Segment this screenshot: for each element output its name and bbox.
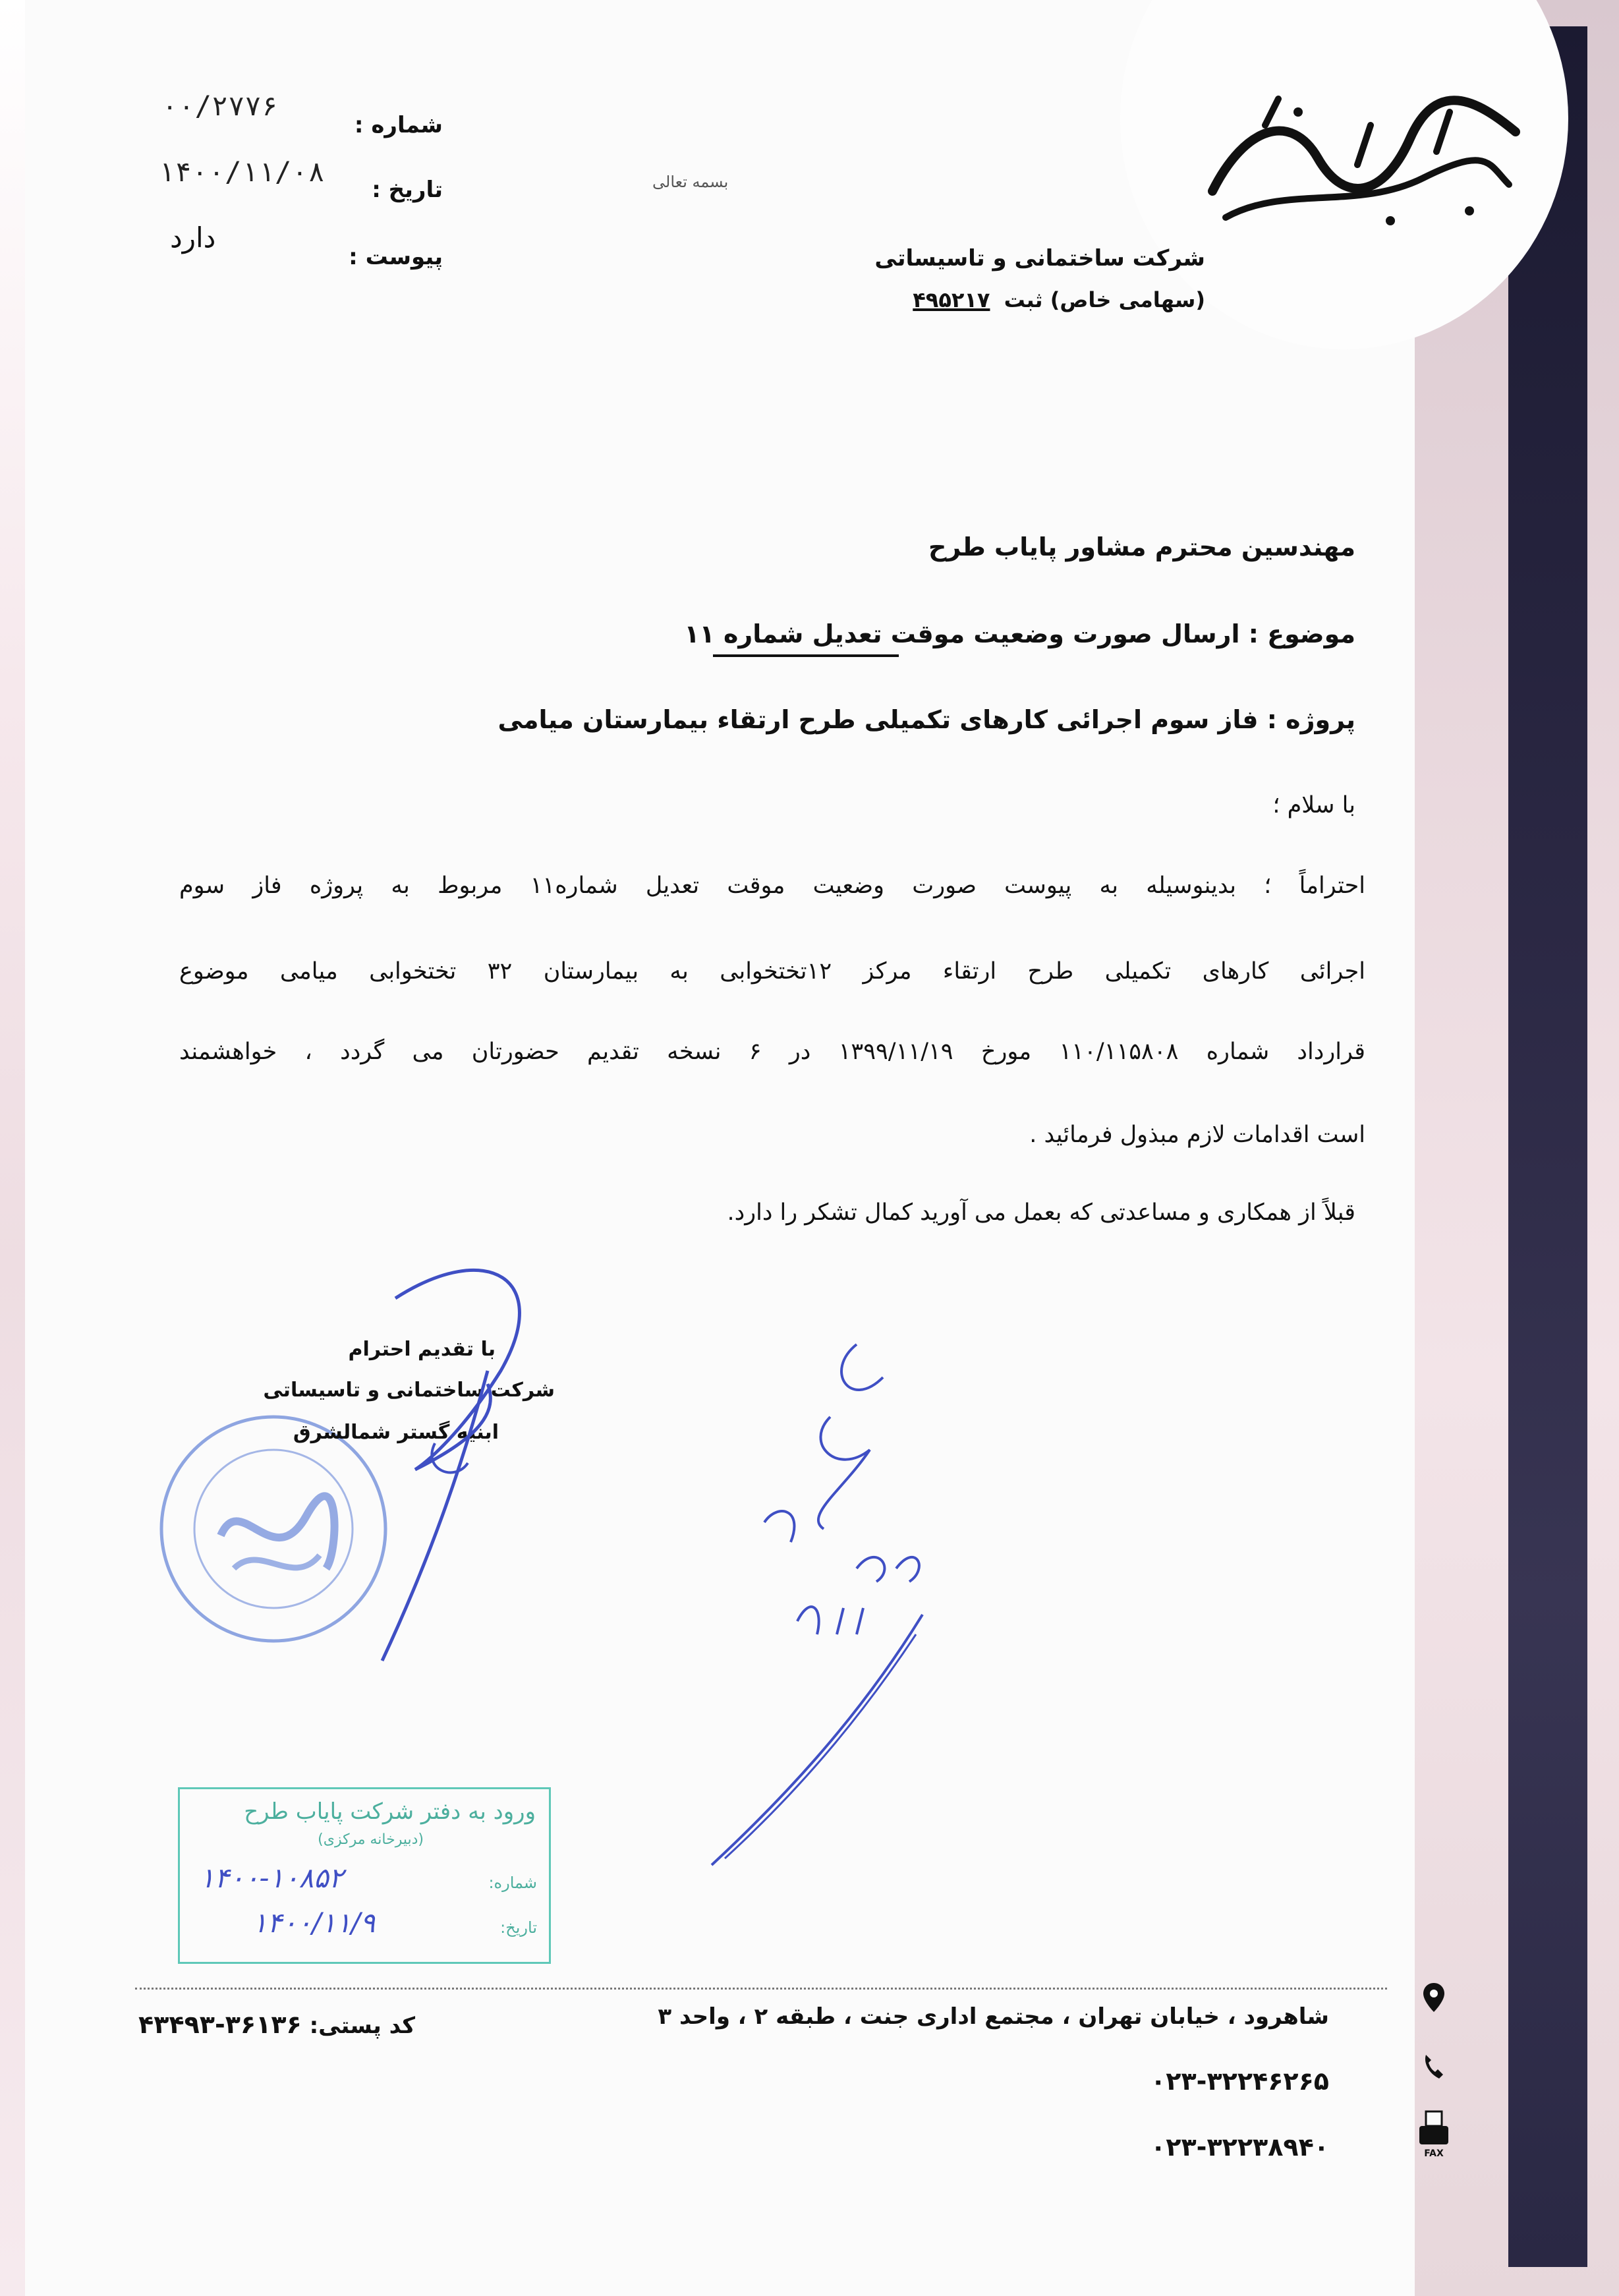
location-pin-icon [1417,1980,1451,2015]
registration-number: ۴۹۵۲۱۷ [913,287,990,312]
fax-icon [1417,2109,1451,2162]
signature-line-2: شرکت ساختمانی و تاسیساتی [263,1379,555,1402]
phone-icon [1417,2050,1451,2084]
attachment-value: دارد [170,221,216,254]
signature-line-1: با تقدیم احترام [348,1338,496,1361]
postal-code: ۳۶۱۳۶-۴۳۴۹۳ [138,2010,302,2039]
date-label: تاریخ : [372,177,443,203]
closing-thanks: قبلاً از همکاری و مساعدتی که بعمل می آورید کمال تشکر را دارد. [727,1199,1355,1226]
left-decorative-band [0,0,25,2296]
recipient: مهندسین محترم مشاور پایاب طرح [928,532,1355,561]
signature-line-3: ابنیه گستر شمالشرق [293,1421,499,1444]
stamp-date-label: تاریخ: [500,1918,537,1937]
postal-block [138,2010,415,2039]
stamp-number-value: ۱۴۰۰-۱۰۸۵۲ [200,1862,344,1894]
phone-number: ۰۲۳-۳۲۲۴۶۲۶۵ [1150,2067,1329,2096]
stamp-title: ورود به دفتر شرکت پایاب طرح [244,1798,536,1825]
handwritten-signature [356,1252,567,1674]
bismillah: بسمه تعالی [652,173,729,191]
date-value: ۱۴۰۰/۱۱/۰۸ [158,156,325,188]
fax-icon-label: FAX [1424,2148,1444,2159]
body-line-1: احتراماً ؛ بدینوسیله به پیوست صورت وضعیت موقت تعدیل شماره۱۱ مربوط به پروژه فاز سوم [179,873,1366,899]
registration-prefix: (سهامی خاص) ثبت [1004,287,1205,312]
handwritten-note [725,1331,949,1648]
stamp-number-label: شماره: [488,1874,537,1892]
body-line-4: است اقدامات لازم مبذول فرمائید . [1029,1122,1365,1148]
body-line-2: اجرائی کارهای تکمیلی طرح ارتقاء مرکز ۱۲تختخوابی به بیمارستان ۳۲ تختخوابی میامی موضوع [179,958,1365,985]
received-stamp [178,1787,551,1964]
body-line-3: قرارداد شماره ۱۱۰/۱۱۵۸۰۸ مورخ ۱۳۹۹/۱۱/۱۹ در ۶ نسخه تقدیم حضورتان می گردد ، خواهشمند [179,1039,1365,1065]
footer-divider [135,1988,1387,1990]
pen-stroke [698,1608,936,1872]
stamp-subtitle: (دبیرخانه مرکزی) [318,1831,424,1848]
company-registration [913,287,1205,312]
greeting: با سلام ؛ [1272,792,1355,818]
right-dark-stripe [1508,26,1587,2267]
logo-calligraphy-icon [1186,86,1529,237]
address: شاهرود ، خیابان تهران ، مجتمع اداری جنت ، طبقه ۲ ، واحد ۳ [658,2003,1329,2030]
subject-underline [713,654,899,657]
company-type: شرکت ساختمانی و تاسیساتی [874,245,1205,272]
number-label: شماره : [354,112,443,138]
subject: موضوع : ارسال صورت وضعیت موقت تعدیل شماره ۱۱ [684,619,1355,648]
handwritten-note-icon [725,1331,949,1648]
number-value: ۰۰/۲۷۷۶ [161,90,279,122]
stamp-date-value: ۱۴۰۰/۱۱/۹ [252,1907,376,1939]
attachment-label: پیوست : [349,244,443,270]
project: پروژه : فاز سوم اجرائی کارهای تکمیلی طرح ارتقاء بیمارستان میامی [497,705,1355,734]
fax-number: ۰۲۳-۳۲۲۳۸۹۴۰ [1150,2133,1329,2162]
signature-scribble-icon [356,1252,567,1674]
postal-label: کد پستی: [309,2013,416,2039]
company-logo [1186,86,1529,237]
